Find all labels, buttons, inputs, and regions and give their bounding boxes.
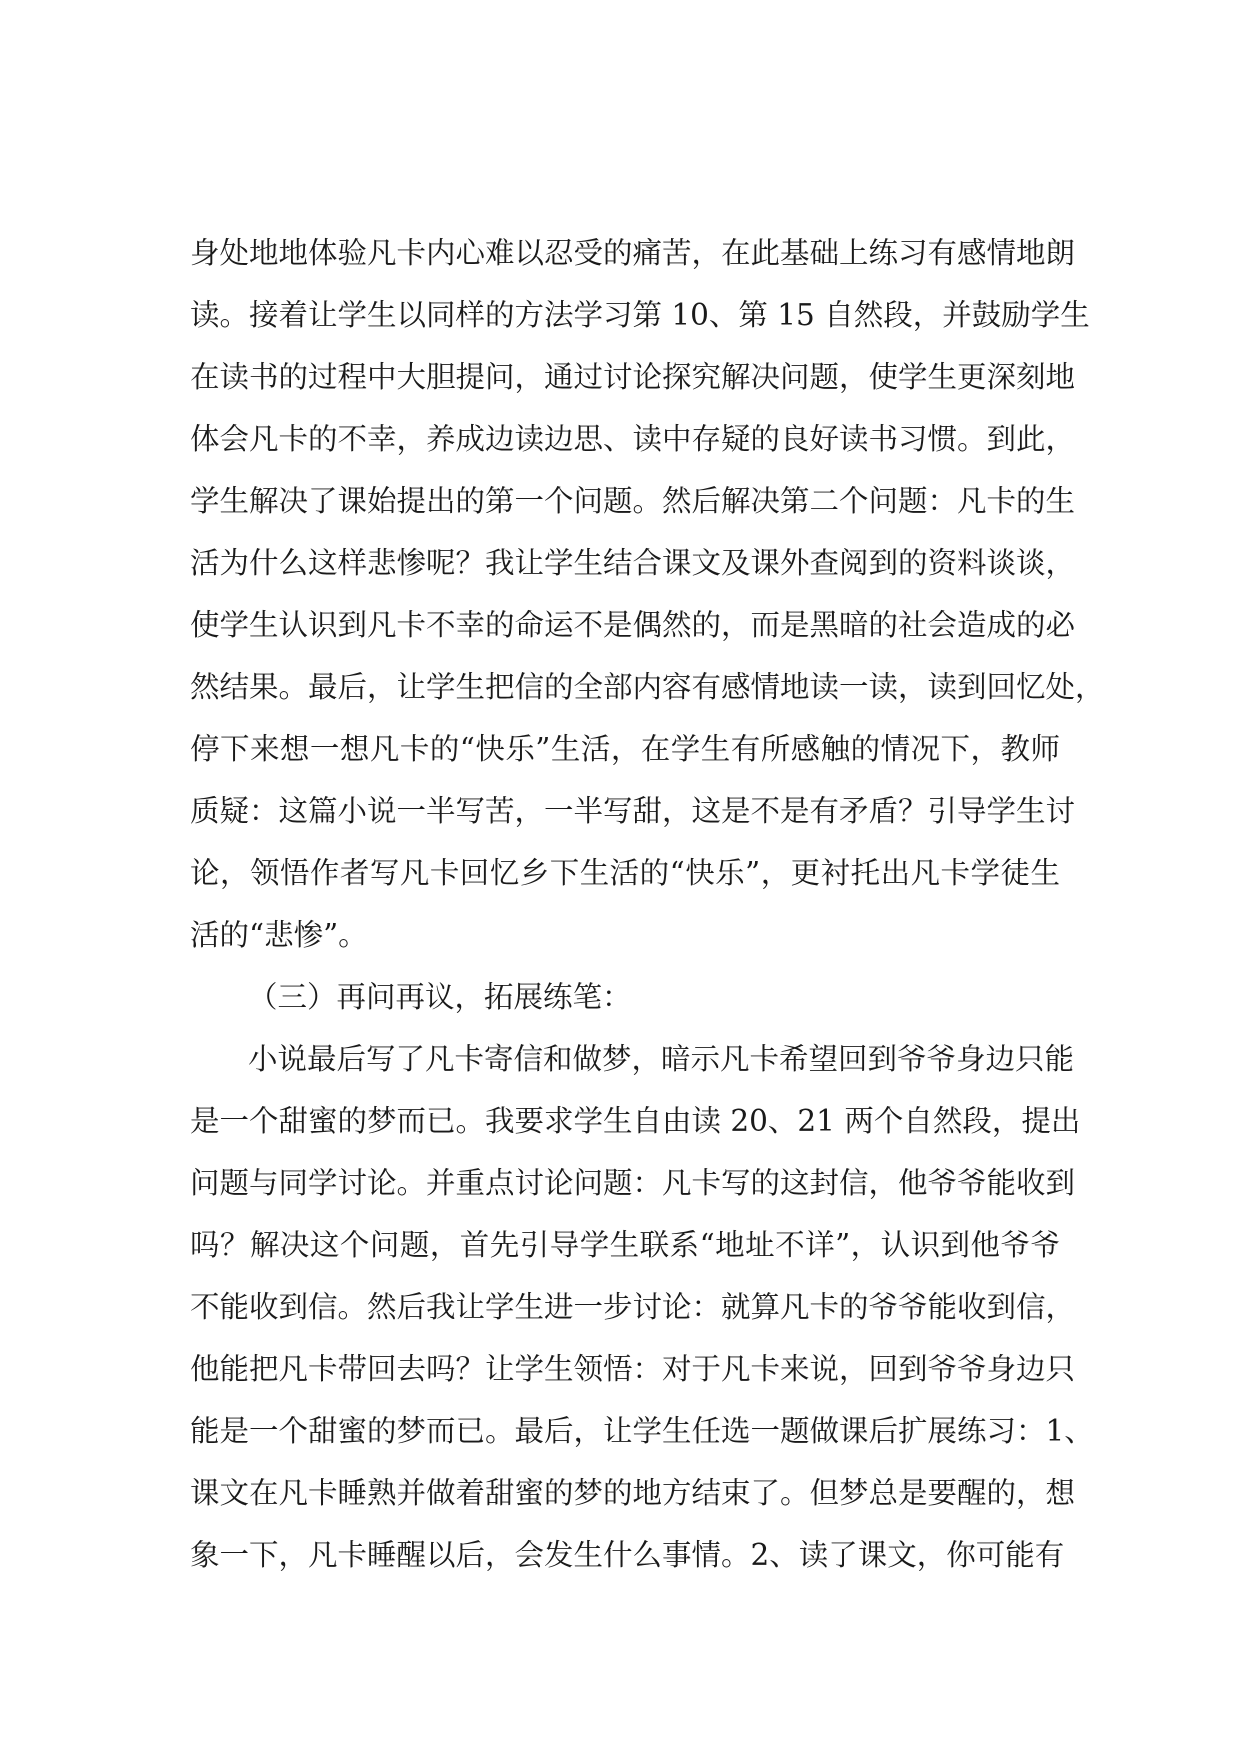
text-line-7: 使学生认识到凡卡不幸的命运不是偶然的，而是黑暗的社会造成的必 xyxy=(190,608,1076,642)
section-heading: （三）再问再议，拓展练笔： xyxy=(248,980,632,1014)
text-line-3: 在读书的过程中大胆提问，通过讨论探究解决问题，使学生更深刻地 xyxy=(190,360,1076,394)
text-line-5: 学生解决了课始提出的第一个问题。然后解决第二个问题：凡卡的生 xyxy=(190,484,1076,518)
text-line-8: 然结果。最后，让学生把信的全部内容有感情地读一读，读到回忆处， xyxy=(190,670,1105,704)
text-line-4: 体会凡卡的不幸，养成边读边思、读中存疑的良好读书习惯。到此， xyxy=(190,422,1076,456)
text-line-2: 读。接着让学生以同样的方法学习第 10、第 15 自然段，并鼓励学生 xyxy=(190,298,1090,332)
text-line-14: 小说最后写了凡卡寄信和做梦，暗示凡卡希望回到爷爷身边只能 xyxy=(248,1042,1075,1076)
text-line-12: 活的“悲惨”。 xyxy=(190,918,368,952)
text-line-1: 身处地地体验凡卡内心难以忍受的痛苦，在此基础上练习有感情地朗 xyxy=(190,236,1076,270)
text-line-21: 课文在凡卡睡熟并做着甜蜜的梦的地方结束了。但梦总是要醒的，想 xyxy=(190,1476,1076,1510)
text-line-20: 能是一个甜蜜的梦而已。最后，让学生任选一题做课后扩展练习：1、 xyxy=(190,1414,1094,1448)
text-line-17: 吗？解决这个问题，首先引导学生联系“地址不详”，认识到他爷爷 xyxy=(190,1228,1060,1262)
text-line-19: 他能把凡卡带回去吗？让学生领悟：对于凡卡来说，回到爷爷身边只 xyxy=(190,1352,1076,1386)
text-line-16: 问题与同学讨论。并重点讨论问题：凡卡写的这封信，他爷爷能收到 xyxy=(190,1166,1076,1200)
text-line-9: 停下来想一想凡卡的“快乐”生活，在学生有所感触的情况下，教师 xyxy=(190,732,1060,766)
text-line-11: 论，领悟作者写凡卡回忆乡下生活的“快乐”，更衬托出凡卡学徒生 xyxy=(190,856,1060,890)
text-line-22: 象一下，凡卡睡醒以后，会发生什么事情。2、读了课文，你可能有 xyxy=(190,1538,1065,1572)
text-line-10: 质疑：这篇小说一半写苦，一半写甜，这是不是有矛盾？引导学生讨 xyxy=(190,794,1076,828)
text-line-6: 活为什么这样悲惨呢？我让学生结合课文及课外查阅到的资料谈谈， xyxy=(190,546,1076,580)
text-line-18: 不能收到信。然后我让学生进一步讨论：就算凡卡的爷爷能收到信， xyxy=(190,1290,1076,1324)
text-line-15: 是一个甜蜜的梦而已。我要求学生自由读 20、21 两个自然段，提出 xyxy=(190,1104,1081,1138)
